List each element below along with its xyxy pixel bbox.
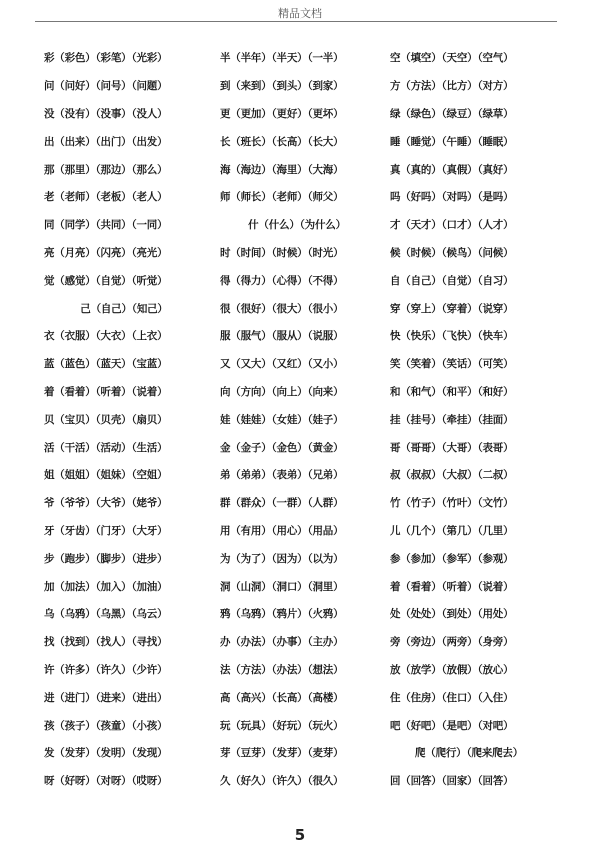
word-entry: 候（时候）（候鸟）（问候） [390, 246, 514, 259]
word-row [44, 711, 564, 739]
word-entry: 叔（叔叔）（大叔）（二叔） [390, 469, 514, 482]
word-entry: 彩（彩色）（彩笔）（光彩） [44, 52, 168, 65]
word-row [44, 322, 564, 350]
word-entry: 鸦（乌鸦）（鸦片）（火鸦） [220, 608, 344, 621]
word-entry: 用（有用）（用心）（用品） [220, 524, 344, 537]
word-entry: 呀（好呀）（对呀）（哎呀） [44, 775, 168, 788]
word-entry: 玩（玩具）（好玩）（玩火） [220, 719, 344, 732]
word-entry: 蓝（蓝色）（蓝天）（宝蓝） [44, 358, 168, 371]
word-entry: 时（时间）（时候）（时光） [220, 246, 344, 259]
word-entry: 没（没有）（没事）（没人） [44, 107, 168, 120]
word-entry: 穿（穿上）（穿着）（说穿） [390, 302, 514, 315]
word-row [44, 266, 564, 294]
word-entry: 回（回答）（回家）（回答） [390, 775, 514, 788]
word-row [44, 461, 564, 489]
word-entry: 弟（弟弟）（表弟）（兄弟） [220, 469, 344, 482]
word-entry: 群（群众）（一群）（人群） [220, 497, 344, 510]
word-entry: 半（半年）（半天）（一半） [220, 52, 344, 65]
word-entry: 服（服气）（服从）（说服） [220, 330, 344, 343]
word-entry: 得（得力）（心得）（不得） [220, 274, 344, 287]
word-entry: 着（看着）（听着）（说着） [44, 385, 168, 398]
word-entry: 贝（宝贝）（贝壳）（扇贝） [44, 413, 168, 426]
word-entry: 老（老师）（老板）（老人） [44, 191, 168, 204]
word-entry: 觉（感觉）（自觉）（听觉） [44, 274, 168, 287]
word-entry: 海（海边）（海里）（大海） [220, 163, 344, 176]
word-entry: 师（师长）（老师）（师父） [220, 191, 344, 204]
word-entry: 久（好久）（许久）（很久） [220, 775, 344, 788]
word-row [44, 183, 564, 211]
word-entry: 金（金子）（金色）（黄金） [220, 441, 344, 454]
word-entry: 很（很好）（很大）（很小） [220, 302, 344, 315]
word-row [44, 155, 564, 183]
word-entry: 什（什么）（为什么） [248, 219, 346, 232]
word-entry: 吗（好吗）（对吗）（是吗） [390, 191, 514, 204]
word-entry: 住（住房）（住口）（入住） [390, 691, 514, 704]
word-row [44, 211, 564, 239]
word-entry: 发（发芽）（发明）（发现） [44, 747, 168, 760]
word-entry: 放（放学）（放假）（放心） [390, 663, 514, 676]
word-row [44, 489, 564, 517]
word-entry: 活（干活）（活动）（生活） [44, 441, 168, 454]
word-entry: 着（看着）（听着）（说着） [390, 580, 514, 593]
word-entry: 处（处处）（到处）（用处） [390, 608, 514, 621]
word-entry: 和（和气）（和平）（和好） [390, 385, 514, 398]
word-entry: 步（跑步）（脚步）（进步） [44, 552, 168, 565]
word-entry: 真（真的）（真假）（真好） [390, 163, 514, 176]
word-entry: 空（填空）（天空）（空气） [390, 52, 514, 65]
word-row [44, 572, 564, 600]
word-entry: 向（方向）（向上）（向来） [220, 385, 344, 398]
word-entry: 又（又大）（又红）（又小） [220, 358, 344, 371]
word-row [44, 600, 564, 628]
word-entry: 笑（笑着）（笑话）（可笑） [390, 358, 514, 371]
word-entry: 加（加法）（加入）（加油） [44, 580, 168, 593]
word-row [44, 100, 564, 128]
word-row [44, 127, 564, 155]
word-row [44, 350, 564, 378]
word-entry: 爷（爷爷）（大爷）（姥爷） [44, 497, 168, 510]
word-entry: 出（出来）（出门）（出发） [44, 135, 168, 148]
word-entry: 衣（衣服）（大衣）（上衣） [44, 330, 168, 343]
word-row [44, 433, 564, 461]
word-entry: 办（办法）（办事）（主办） [220, 636, 344, 649]
word-entry: 睡（睡觉）（午睡）（睡眠） [390, 135, 514, 148]
word-entry: 牙（牙齿）（门牙）（大牙） [44, 524, 168, 537]
page-header-title: 精品文档 [278, 7, 322, 20]
page-number: 5 [294, 826, 306, 844]
word-entry: 高（高兴）（长高）（高楼） [220, 691, 344, 704]
word-entry: 方（方法）（比方）（对方） [390, 80, 514, 93]
word-row [44, 239, 564, 267]
word-entry: 姐（姐姐）（姐妹）（空姐） [44, 469, 168, 482]
word-entry: 挂（挂号）（牵挂）（挂面） [390, 413, 514, 426]
word-entry: 洞（山洞）（洞口）（洞里） [220, 580, 344, 593]
word-row [44, 767, 564, 795]
header-divider [35, 21, 557, 22]
word-row [44, 739, 564, 767]
word-list-grid [44, 44, 564, 795]
word-row [44, 405, 564, 433]
word-entry: 孩（孩子）（孩童）（小孩） [44, 719, 168, 732]
word-row [44, 656, 564, 684]
word-entry: 儿（几个）（第几）（几里） [390, 524, 514, 537]
word-row [44, 683, 564, 711]
word-row [44, 544, 564, 572]
word-entry: 亮（月亮）（闪亮）（亮光） [44, 246, 168, 259]
word-entry: 旁（旁边）（两旁）（身旁） [390, 636, 514, 649]
word-entry: 问（问好）（问号）（问题） [44, 80, 168, 93]
word-entry: 到（来到）（到头）（到家） [220, 80, 344, 93]
word-entry: 进（进门）（进来）（进出） [44, 691, 168, 704]
word-entry: 那（那里）（那边）（那么） [44, 163, 168, 176]
word-entry: 更（更加）（更好）（更坏） [220, 107, 344, 120]
word-entry: 竹（竹子）（竹叶）（文竹） [390, 497, 514, 510]
word-entry: 找（找到）（找人）（寻找） [44, 636, 168, 649]
word-entry: 爬（爬行）（爬来爬去） [414, 747, 524, 760]
word-row [44, 628, 564, 656]
word-entry: 法（方法）（办法）（想法） [220, 663, 344, 676]
word-row [44, 294, 564, 322]
word-entry: 芽（豆芽）（发芽）（麦芽） [220, 747, 344, 760]
word-row [44, 378, 564, 406]
word-row [44, 44, 564, 72]
word-entry: 乌（乌鸦）（乌黑）（乌云） [44, 608, 168, 621]
word-entry: 许（许多）（许久）（少许） [44, 663, 168, 676]
word-entry: 娃（娃娃）（女娃）（娃子） [220, 413, 344, 426]
word-entry: 长（班长）（长高）（长大） [220, 135, 344, 148]
word-entry: 自（自己）（自觉）（自习） [390, 274, 514, 287]
word-entry: 己（自己）（知己） [80, 302, 168, 315]
word-entry: 参（参加）（参军）（参观） [390, 552, 514, 565]
word-entry: 才（天才）（口才）（人才） [390, 219, 514, 232]
word-entry: 吧（好吧）（是吧）（对吧） [390, 719, 514, 732]
word-row [44, 517, 564, 545]
word-entry: 哥（哥哥）（大哥）（表哥） [390, 441, 514, 454]
word-entry: 为（为了）（因为）（以为） [220, 552, 344, 565]
word-entry: 快（快乐）（飞快）（快车） [390, 330, 514, 343]
word-row [44, 72, 564, 100]
word-entry: 绿（绿色）（绿豆）（绿草） [390, 107, 514, 120]
word-entry: 同（同学）（共同）（一同） [44, 219, 168, 232]
